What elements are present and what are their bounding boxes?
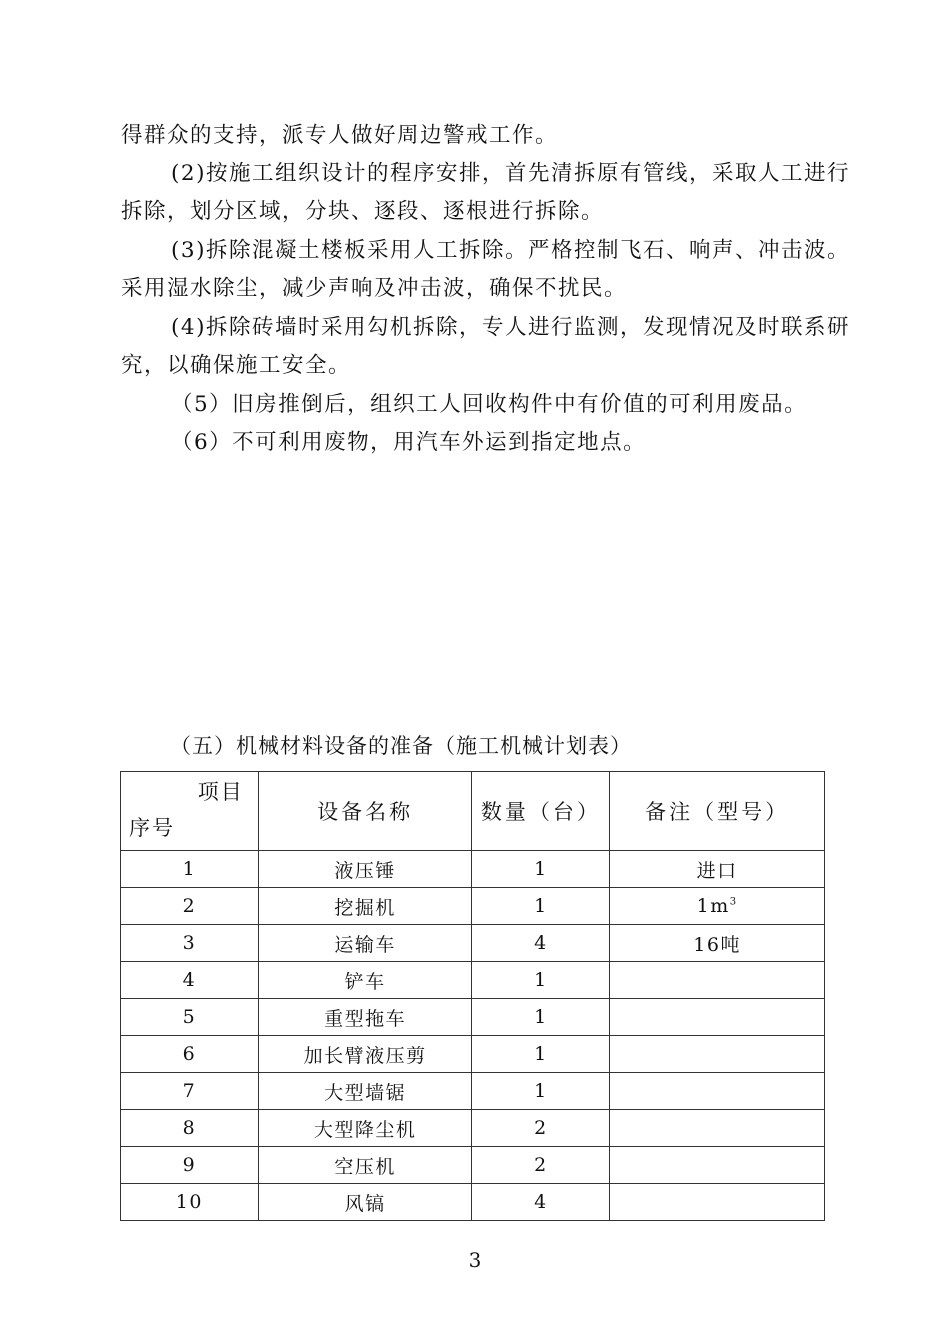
row-note bbox=[610, 999, 825, 1036]
row-qty-text: 1 bbox=[534, 969, 548, 991]
row-name-text: 运输车 bbox=[334, 933, 396, 956]
paragraph-1: 得群众的支持，派专人做好周边警戒工作。 bbox=[121, 123, 559, 148]
row-no-text: 1 bbox=[182, 858, 197, 880]
row-no-text: 5 bbox=[182, 1006, 197, 1028]
row-no bbox=[121, 1110, 259, 1147]
row-name bbox=[258, 999, 472, 1036]
row-note bbox=[610, 1073, 825, 1110]
row-no-text: 2 bbox=[182, 895, 197, 917]
row-no-text: 10 bbox=[175, 1191, 203, 1213]
header-name: 设备名称 bbox=[258, 772, 472, 851]
row-note bbox=[610, 1147, 825, 1184]
row-no-text: 7 bbox=[182, 1080, 197, 1102]
table-row bbox=[121, 1184, 825, 1221]
row-note bbox=[610, 888, 825, 925]
row-name-text: 加长臂液压剪 bbox=[303, 1044, 427, 1067]
row-name bbox=[258, 1110, 472, 1147]
paragraph-2: (2)按施工组织设计的程序安排，首先清拆原有管线，采取人工进行拆除，划分区域，分块、逐段、逐根进行拆除。 bbox=[121, 161, 850, 224]
row-name bbox=[258, 1036, 472, 1073]
header-no-label: 序号 bbox=[129, 816, 175, 840]
table-row bbox=[121, 999, 825, 1036]
row-name bbox=[258, 1073, 472, 1110]
row-no bbox=[121, 1036, 259, 1073]
table-row bbox=[121, 962, 825, 999]
header-qty: 数量（台） bbox=[472, 772, 610, 851]
row-note bbox=[610, 962, 825, 999]
row-no bbox=[121, 1147, 259, 1184]
note-superscript: 3 bbox=[729, 896, 738, 908]
row-qty bbox=[472, 999, 610, 1036]
table-row bbox=[121, 925, 825, 962]
row-name bbox=[258, 851, 472, 888]
row-name bbox=[258, 925, 472, 962]
row-name bbox=[258, 1147, 472, 1184]
table-header-row bbox=[121, 772, 825, 851]
row-name bbox=[258, 888, 472, 925]
row-qty bbox=[472, 1036, 610, 1073]
row-name-text: 风镐 bbox=[344, 1192, 386, 1215]
table-row bbox=[121, 888, 825, 925]
row-no-text: 6 bbox=[182, 1043, 197, 1065]
row-note-text: 16吨 bbox=[693, 933, 741, 956]
row-qty bbox=[472, 1110, 610, 1147]
row-qty-text: 2 bbox=[534, 1154, 548, 1176]
row-name-text: 铲车 bbox=[344, 970, 386, 993]
row-qty bbox=[472, 962, 610, 999]
row-qty bbox=[472, 1073, 610, 1110]
row-qty-text: 4 bbox=[534, 1191, 548, 1213]
row-qty bbox=[472, 1184, 610, 1221]
row-no-text: 9 bbox=[182, 1154, 197, 1176]
table-row bbox=[121, 1073, 825, 1110]
paragraph-6: （6）不可利用废物，用汽车外运到指定地点。 bbox=[171, 430, 647, 455]
row-no bbox=[121, 1184, 259, 1221]
row-qty bbox=[472, 888, 610, 925]
row-no bbox=[121, 1073, 259, 1110]
row-name-text: 重型拖车 bbox=[324, 1007, 407, 1030]
row-qty-text: 1 bbox=[534, 895, 548, 917]
table-row bbox=[121, 1147, 825, 1184]
row-qty bbox=[472, 851, 610, 888]
paragraph-5: （5）旧房推倒后，组织工人回收构件中有价值的可利用废品。 bbox=[171, 392, 808, 417]
row-note-text: 进口 bbox=[696, 859, 738, 882]
row-name-text: 大型降尘机 bbox=[313, 1118, 417, 1141]
header-note: 备注（型号） bbox=[610, 772, 825, 851]
paragraph-3: (3)拆除混凝土楼板采用人工拆除。严格控制飞石、响声、冲击波。采用湿水除尘，减少声响及冲击波，确保不扰民。 bbox=[121, 238, 850, 301]
row-name-text: 空压机 bbox=[334, 1155, 396, 1178]
row-qty-text: 2 bbox=[534, 1117, 548, 1139]
row-qty bbox=[472, 925, 610, 962]
row-qty-text: 1 bbox=[534, 1043, 548, 1065]
row-no bbox=[121, 999, 259, 1036]
table-row bbox=[121, 851, 825, 888]
table-row bbox=[121, 1110, 825, 1147]
row-no bbox=[121, 962, 259, 999]
row-no bbox=[121, 851, 259, 888]
row-no bbox=[121, 925, 259, 962]
row-note bbox=[610, 925, 825, 962]
row-name-text: 液压锤 bbox=[334, 859, 396, 882]
section-title: （五）机械材料设备的准备（施工机械计划表） bbox=[170, 734, 632, 758]
row-no-text: 8 bbox=[182, 1117, 197, 1139]
page-number: 3 bbox=[468, 1248, 482, 1272]
row-name bbox=[258, 1184, 472, 1221]
row-qty-text: 1 bbox=[534, 1080, 548, 1102]
row-name-text: 挖掘机 bbox=[334, 896, 396, 919]
equipment-table bbox=[120, 771, 825, 1221]
row-name bbox=[258, 962, 472, 999]
row-no-text: 3 bbox=[182, 932, 197, 954]
row-note bbox=[610, 1110, 825, 1147]
header-item-label: 项目 bbox=[197, 780, 244, 804]
row-qty-text: 1 bbox=[534, 858, 548, 880]
row-qty bbox=[472, 1147, 610, 1184]
row-note bbox=[610, 851, 825, 888]
paragraph-4: (4)拆除砖墙时采用勾机拆除，专人进行监测，发现情况及时联系研究，以确保施工安全。 bbox=[121, 315, 850, 378]
row-name-text: 大型墙锯 bbox=[324, 1081, 407, 1104]
row-qty-text: 1 bbox=[534, 1006, 548, 1028]
row-note-text: 1m bbox=[696, 895, 730, 917]
header-corner-cell bbox=[121, 772, 259, 851]
row-no-text: 4 bbox=[182, 969, 197, 991]
row-qty-text: 4 bbox=[534, 932, 548, 954]
row-no bbox=[121, 888, 259, 925]
row-note bbox=[610, 1036, 825, 1073]
row-note bbox=[610, 1184, 825, 1221]
table-row bbox=[121, 1036, 825, 1073]
